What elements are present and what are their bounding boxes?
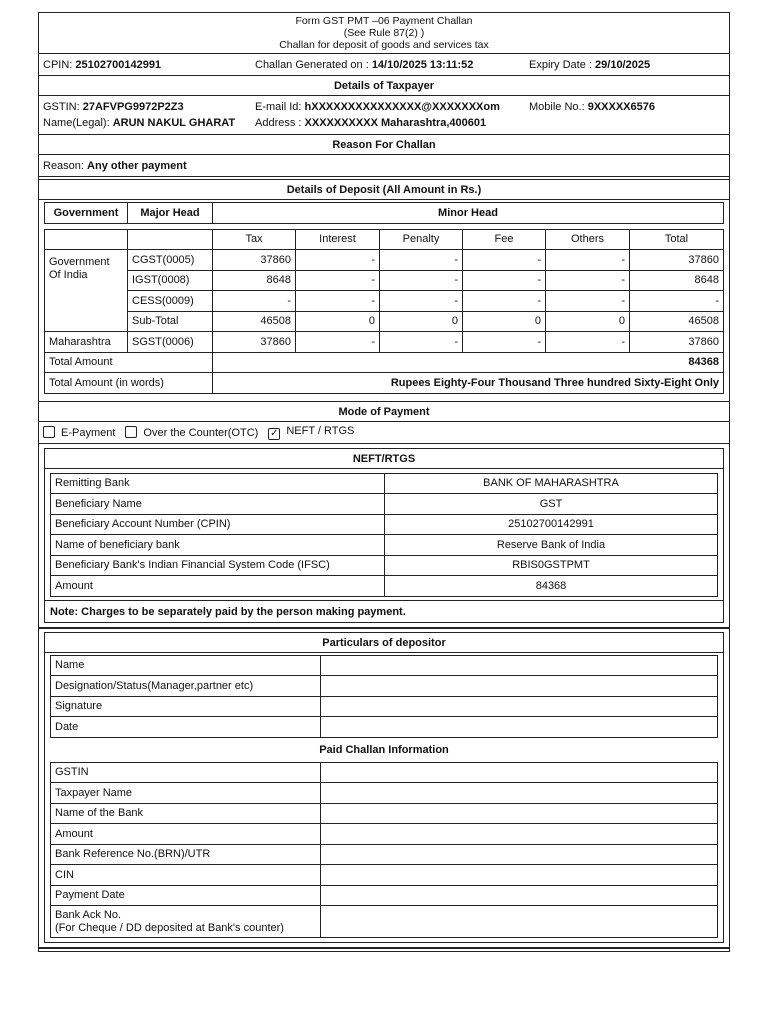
taxpayer-name-value: ARUN NAKUL GHARAT [112,117,236,129]
table-row: Beneficiary Account Number (CPIN) 25102700142991 [51,514,718,535]
total-words-value: Rupees Eighty-Four Thousand Three hundred Sixty-Eight Only [390,376,719,389]
table-row: Remitting Bank BANK OF MAHARASHTRA [51,473,718,494]
depositor-title: Particulars of depositor [45,633,723,653]
payment-mode-options [39,422,729,444]
table-row: Amount [51,824,718,845]
table-row: Amount 84368 [51,576,718,597]
table-row: Signature [51,696,718,717]
table-row: CIN [51,865,718,886]
table-row: Payment Date [51,885,718,906]
challan-page [38,12,730,952]
depositor-name-field[interactable] [321,655,718,676]
taxpayer-section-title: Details of Taxpayer [39,76,729,96]
total-words-row: Total Amount (in words) Rupees Eighty-Four Thousand Three hundred Sixty-Eight Only [45,373,724,394]
checkbox-icon[interactable] [125,426,137,438]
mobile-value: 9XXXXX6576 [587,101,655,113]
deposit-table [44,229,724,394]
paid-cin-field[interactable] [321,865,718,886]
form-header [39,13,729,54]
paid-date-field[interactable] [321,885,718,906]
table-row: Designation/Status(Manager,partner etc) [51,676,718,697]
table-row: Date [51,717,718,738]
paid-brn-field[interactable] [321,844,718,865]
paid-info-table [50,762,718,939]
paid-gstin-field[interactable] [321,762,718,783]
taxpayer-details: GSTIN: 27AFVPG9972P2Z3 E-mail Id: hXXXXXXXXXXXXXXX@XXXXXXXom Mobile No.: 9XXXXX6576 Name(Legal): ARUN NAKUL GHARAT Address : XXXXXXXXXX Maharashtra,400601 [39,96,729,135]
paid-amount-field[interactable] [321,824,718,845]
neft-table [50,473,718,597]
reason-row: Reason: Any other payment [39,155,729,177]
table-row: Bank Reference No.(BRN)/UTR [51,844,718,865]
table-row: Government Of India CGST(0005) 37860 - - - - 37860 [45,250,724,271]
deposit-section-title: Details of Deposit (All Amount in Rs.) [39,180,729,200]
bank-ack-label: Bank Ack No. (For Cheque / DD deposited at Bank's counter) [51,906,321,938]
neft-title: NEFT/RTGS [45,449,723,469]
epayment-option[interactable]: E-Payment [43,426,115,439]
checkbox-checked-icon[interactable]: ✓ [270,427,279,439]
neft-section [44,448,724,623]
table-row: IGST(0008) 8648 - - - - 8648 [45,270,724,291]
depositor-section [44,632,724,944]
neft-option[interactable]: ✓ NEFT / RTGS [270,424,355,439]
deposit-columns-row: Tax Interest Penalty Fee Others Total [45,229,724,250]
table-row: Taxpayer Name [51,783,718,804]
generated-value: 14/10/2025 13:11:52 [371,58,474,71]
form-rule: (See Rule 87(2) ) [343,27,425,39]
address-value: XXXXXXXXXX Maharashtra,400601 [304,117,487,129]
form-title: Form GST PMT –06 Payment Challan [295,15,473,27]
otc-option[interactable]: Over the Counter(OTC) [125,426,258,439]
deposit-head-table: Government Major Head Minor Head [44,202,724,224]
depositor-table [50,655,718,738]
table-row: Sub-Total 46508 0 0 0 0 46508 [45,311,724,332]
expiry-value: 29/10/2025 [595,58,651,71]
gstin-value: 27AFVPG9972P2Z3 [82,101,184,113]
checkbox-icon[interactable] [43,426,55,438]
depositor-signature-field[interactable] [321,696,718,717]
table-row: Maharashtra SGST(0006) 37860 - - - - 37860 [45,332,724,353]
table-row: CESS(0009) - - - - - - [45,291,724,312]
total-amount-value: 84368 [688,356,719,369]
form-subtitle: Challan for deposit of goods and services tax [279,39,489,51]
cpin-value: 25102700142991 [75,58,162,71]
cpin-row: CPIN: 25102700142991 Challan Generated on : 14/10/2025 13:11:52 Expiry Date : 29/10/2025 [39,54,729,76]
table-row: Name [51,655,718,676]
challan-frame [38,12,730,952]
paid-info-title: Paid Challan Information [319,743,449,756]
depositor-designation-field[interactable] [321,676,718,697]
depositor-date-field[interactable] [321,717,718,738]
paid-ack-field[interactable] [321,906,718,938]
table-row [51,906,718,938]
paid-taxpayer-field[interactable] [321,783,718,804]
table-row: Beneficiary Name GST [51,494,718,515]
table-row: Beneficiary Bank's Indian Financial System Code (IFSC) RBIS0GSTPMT [51,555,718,576]
total-amount-row: Total Amount 84368 [45,352,724,373]
paid-bank-field[interactable] [321,803,718,824]
email-value: hXXXXXXXXXXXXXXX@XXXXXXXom [304,101,500,113]
reason-section-title: Reason For Challan [39,135,729,155]
table-row: Name of the Bank [51,803,718,824]
neft-note: Note: Charges to be separately paid by the person making payment. [45,600,723,622]
payment-mode-title: Mode of Payment [39,402,729,422]
table-row: GSTIN [51,762,718,783]
reason-value: Any other payment [87,159,187,172]
gov-india-cell: Government Of India [45,250,128,332]
table-row: Name of beneficiary bank Reserve Bank of India [51,535,718,556]
